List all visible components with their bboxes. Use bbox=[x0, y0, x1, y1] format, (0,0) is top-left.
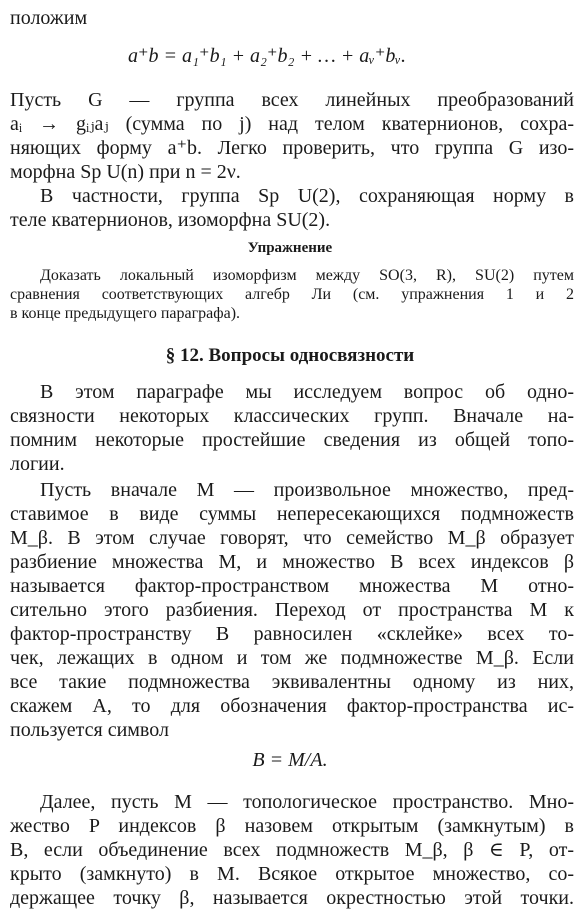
text-line: чек, лежащих в одном и том же подмножестве M_β. Если bbox=[10, 647, 574, 669]
text-line: няющих форму a⁺b. Легко проверить, что группа G изо- bbox=[10, 137, 574, 159]
text-line: все такие подмножества эквивалентны одному из них, bbox=[10, 671, 574, 693]
text-line: скажем A, то для обозначения фактор-пространства ис- bbox=[10, 695, 574, 717]
exercise-heading: Упражнение bbox=[247, 240, 333, 256]
text-line: разбиение множества M, и множество B всех индексов β bbox=[10, 551, 574, 573]
text-line: связности некоторых классических групп. Вначале на- bbox=[10, 405, 574, 427]
text-line: крыто (замкнуто) в M. Всякое открытое множество, со- bbox=[10, 863, 574, 885]
formula-line: B = M/A. bbox=[252, 749, 328, 771]
text-line: Пусть вначале M — произвольное множество, пред- bbox=[40, 479, 574, 501]
text-line: Далее, пусть M — топологическое пространство. Мно- bbox=[40, 791, 574, 813]
text-line: M_β. В этом случае говорят, что семейство M_β образует bbox=[10, 527, 574, 549]
text-line: положим bbox=[10, 7, 88, 29]
exercise-text-line: Доказать локальный изоморфизм между SO(3, R), SU(2) путем bbox=[40, 267, 574, 284]
text-line: В этом параграфе мы исследуем вопрос об одно- bbox=[40, 381, 574, 403]
text-line: жество P индексов β назовем открытым (замкнутым) в bbox=[10, 815, 574, 837]
text-line: морфна Sp U(n) при n = 2ν. bbox=[10, 161, 241, 183]
exercise-text-line: сравнения соответствующих алгебр Ли (см. упражнения 1 и 2 bbox=[10, 286, 574, 303]
text-line: B, если объединение всех подмножеств M_β, β ∈ P, от- bbox=[10, 839, 574, 861]
exercise-text-line: в конце предыдущего параграфа). bbox=[10, 305, 241, 322]
text-line: теле кватернионов, изоморфна SU(2). bbox=[10, 209, 331, 231]
text-line: пользуется символ bbox=[10, 719, 169, 741]
text-line: ставимое в виде суммы непересекающихся подмножеств bbox=[10, 503, 574, 525]
text-line: aᵢ → gᵢⱼaⱼ (сумма по j) над телом кватернионов, сохра- bbox=[10, 113, 574, 135]
text-line: сительно этого разбиения. Переход от пространства M к bbox=[10, 599, 574, 621]
text-line: фактор-пространству B равносилен «склейке» всех то- bbox=[10, 623, 574, 645]
text-line: помним некоторые простейшие сведения из общей топо- bbox=[10, 429, 574, 451]
text-line: В частности, группа Sp U(2), сохраняющая норму в bbox=[40, 185, 574, 207]
formula-line: a⁺b = a₁⁺b₁ + a₂⁺b₂ + … + aᵥ⁺bᵥ. bbox=[128, 45, 406, 67]
text-line: держащее точку β, называется окрестностью этой точки. bbox=[10, 887, 574, 909]
text-line: Пусть G — группа всех линейных преобразований bbox=[10, 89, 574, 111]
text-line: логии. bbox=[10, 453, 65, 475]
section-heading: § 12. Вопросы односвязности bbox=[165, 345, 415, 366]
text-line: называется фактор-пространством множества M отно- bbox=[10, 575, 574, 597]
